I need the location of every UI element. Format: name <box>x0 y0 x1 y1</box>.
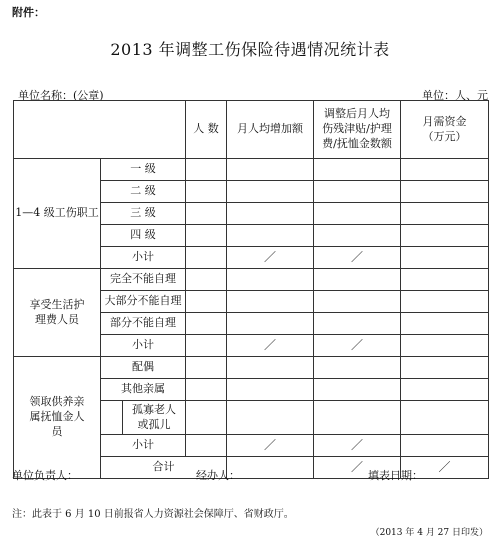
header-avg-increase: 月人均增加额 <box>227 101 314 159</box>
cell-adjusted-avg[interactable] <box>314 159 401 181</box>
cell-monthly-funds[interactable] <box>401 379 489 401</box>
cell-count[interactable] <box>186 313 227 335</box>
slash-mark: ／ <box>314 457 401 479</box>
responsible-person-label: 单位负责人： <box>12 469 78 482</box>
table-row <box>14 357 489 379</box>
table-row <box>14 159 489 181</box>
header-row <box>14 101 489 159</box>
slash-mark: ／ <box>227 435 314 457</box>
cell-avg-increase[interactable] <box>227 203 314 225</box>
total-label: 合计 <box>101 457 227 479</box>
row-label: 孤寡老人或孤儿 <box>123 401 186 435</box>
cell-monthly-funds[interactable] <box>401 247 489 269</box>
cell-monthly-funds[interactable] <box>401 269 489 291</box>
slash-mark: ／ <box>401 457 489 479</box>
cell-count[interactable] <box>186 269 227 291</box>
cell-adjusted-avg[interactable] <box>314 291 401 313</box>
cell-monthly-funds[interactable] <box>401 313 489 335</box>
row-label: 二 级 <box>101 181 186 203</box>
cell-monthly-funds[interactable] <box>401 225 489 247</box>
cell-count[interactable] <box>186 225 227 247</box>
cell-count[interactable] <box>186 435 227 457</box>
row-label: 部分不能自理 <box>101 313 186 335</box>
table-row <box>14 269 489 291</box>
cell-avg-increase[interactable] <box>227 291 314 313</box>
cell-adjusted-avg[interactable] <box>314 357 401 379</box>
header-monthly-funds: 月需资金（万元） <box>401 101 489 159</box>
cell-monthly-funds[interactable] <box>401 357 489 379</box>
subtotal-label: 小计 <box>101 335 186 357</box>
row-label: 配偶 <box>101 357 186 379</box>
cell-monthly-funds[interactable] <box>401 203 489 225</box>
cell-adjusted-avg[interactable] <box>314 225 401 247</box>
fill-date-label: 填表日期： <box>368 469 423 482</box>
cell-avg-increase[interactable] <box>227 357 314 379</box>
cell-count[interactable] <box>186 291 227 313</box>
cell-avg-increase[interactable] <box>227 225 314 247</box>
cell-count[interactable] <box>186 379 227 401</box>
header-blank <box>14 101 186 159</box>
cell-count[interactable] <box>186 401 227 435</box>
note-text: 注：此表于 6 月 10 日前报省人力资源社会保障厅、省财政厅。 <box>12 509 294 520</box>
cell-monthly-funds[interactable] <box>401 159 489 181</box>
cell-avg-increase[interactable] <box>227 269 314 291</box>
cell-adjusted-avg[interactable] <box>314 203 401 225</box>
handler-label: 经办人： <box>196 469 240 482</box>
cell-monthly-funds[interactable] <box>401 335 489 357</box>
cell-count[interactable] <box>186 335 227 357</box>
cell-monthly-funds[interactable] <box>401 181 489 203</box>
row-label: 三 级 <box>101 203 186 225</box>
cell-avg-increase[interactable] <box>227 401 314 435</box>
slash-mark: ／ <box>227 247 314 269</box>
cell-count[interactable] <box>186 159 227 181</box>
subtotal-label: 小计 <box>101 247 186 269</box>
cell-count[interactable] <box>186 203 227 225</box>
page-title: 2013 年调整工伤保险待遇情况统计表 <box>110 40 390 59</box>
cell-adjusted-avg[interactable] <box>314 269 401 291</box>
cell-monthly-funds[interactable] <box>401 291 489 313</box>
slash-mark: ／ <box>314 247 401 269</box>
cell-count[interactable] <box>186 181 227 203</box>
subtotal-label: 小计 <box>101 435 186 457</box>
row-label: 大部分不能自理 <box>101 291 186 313</box>
sub-blank <box>101 401 123 435</box>
row-label: 四 级 <box>101 225 186 247</box>
cell-adjusted-avg[interactable] <box>314 181 401 203</box>
unit-label: 单位：人、元 <box>422 89 488 102</box>
cell-avg-increase[interactable] <box>227 181 314 203</box>
cell-adjusted-avg[interactable] <box>314 379 401 401</box>
header-adjusted-avg: 调整后月人均伤残津贴/护理费/抚恤金数额 <box>314 101 401 159</box>
cell-count[interactable] <box>186 357 227 379</box>
header-count: 人 数 <box>186 101 227 159</box>
cell-monthly-funds[interactable] <box>401 435 489 457</box>
cell-monthly-funds[interactable] <box>401 401 489 435</box>
group-label-nursing-fee: 享受生活护理费人员 <box>14 269 101 357</box>
unit-name-label: 单位名称：(公章) <box>18 89 104 102</box>
slash-mark: ／ <box>227 335 314 357</box>
group-label-survivor-pension: 领取供养亲属抚恤金人员 <box>14 357 101 479</box>
cell-adjusted-avg[interactable] <box>314 401 401 435</box>
cell-adjusted-avg[interactable] <box>314 313 401 335</box>
attachment-label: 附件： <box>12 6 45 19</box>
slash-mark: ／ <box>314 435 401 457</box>
statistics-table <box>13 100 489 479</box>
group-label-injured-workers: 1—4 级工伤职工 <box>14 159 101 269</box>
cell-avg-increase[interactable] <box>227 313 314 335</box>
cell-avg-increase[interactable] <box>227 159 314 181</box>
cell-count[interactable] <box>186 247 227 269</box>
print-date-note: （2013 年 4 月 27 日印发） <box>370 528 488 538</box>
slash-mark: ／ <box>314 335 401 357</box>
row-label: 其他亲属 <box>101 379 186 401</box>
row-label: 一 级 <box>101 159 186 181</box>
cell-avg-increase[interactable] <box>227 379 314 401</box>
row-label: 完全不能自理 <box>101 269 186 291</box>
